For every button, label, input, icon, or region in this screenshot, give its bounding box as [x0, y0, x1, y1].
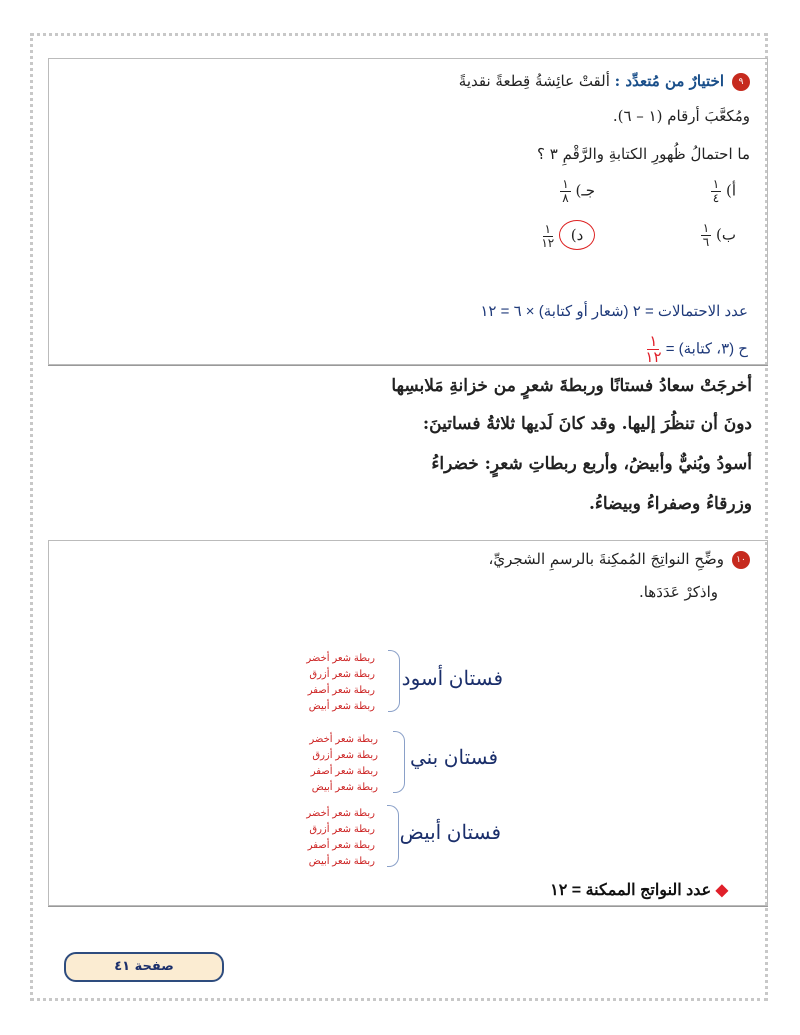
tree-dress: فستان أسود: [401, 668, 503, 690]
tree-ribbons: ربطة شعر أخضر ربطة شعر أزرق ربطة شعر أصفر ربطة شعر أبيض: [306, 808, 375, 867]
tree-dress: فستان بني: [409, 747, 498, 769]
brace: [393, 731, 405, 793]
q9-line2: ومُكعَّبَ أرقام (١ – ٦).: [612, 107, 750, 125]
paragraph-line: أسودُ وبُنيٌّ وأبيضُ، وأربع ربطاتِ شعرٍ: خضراءُ: [431, 454, 752, 474]
q9-question: ما احتمالُ ظُهورِ الكتابةِ والرَّقْمِ ٣ ؟: [537, 145, 750, 163]
answer-line1: عدد الاحتمالات = ٢ (شعار أو كتابة) × ٦ = ١٢: [480, 303, 748, 320]
answer-circle: د): [559, 220, 595, 250]
q9-line1: ٩اختيارٌ من مُتعدِّد : ألقتْ عائِشةُ قِطعةً نقديةً: [459, 72, 750, 91]
total-outcomes: ◆ عدد النواتج الممكنة = ١٢: [550, 882, 728, 899]
tree-ribbons: ربطة شعر أخضر ربطة شعر أزرق ربطة شعر أصفر ربطة شعر أبيض: [306, 653, 375, 712]
option-c[interactable]: جـ) $\frac{١}{٨}$: [562, 177, 595, 205]
option-b[interactable]: ب) $\frac{١}{٦}$: [702, 221, 736, 249]
question-number-badge: ١٠: [732, 551, 750, 569]
tree-ribbons: ربطة شعر أخضر ربطة شعر أزرق ربطة شعر أصفر ربطة شعر أبيض: [309, 734, 378, 793]
question-number-badge: ٩: [732, 73, 750, 91]
answer-line2: ح (٣، كتابة) = $\frac{١}{١٢}$: [645, 333, 748, 366]
paragraph-line: دونَ أن تنظُرَ إليها. وقد كانَ لَديها ثلاثةُ فساتينَ:: [422, 414, 752, 434]
brace: [387, 805, 399, 867]
tree-dress: فستان أبيض: [399, 822, 501, 844]
paragraph-line: أخرجَتْ سعادُ فستانًا وربطةَ شعرٍ من خزانةِ مَلابسِها: [391, 376, 752, 396]
page-number-label: صفحة ٤١: [64, 952, 224, 982]
q10-line1: ١٠وضِّحِ النواتِجَ المُمكِنةَ بالرسمِ الشجريِّ،: [488, 550, 750, 569]
option-d-selected[interactable]: د) $\frac{١}{١٢}$: [541, 220, 595, 250]
paragraph-line: وزرقاءُ وصفراءُ وبيضاءُ.: [588, 494, 752, 514]
q10-line2: واذكرْ عَدَدَها.: [638, 583, 718, 601]
diamond-icon: ◆: [715, 882, 728, 899]
brace: [388, 650, 400, 712]
option-a[interactable]: أ) $\frac{١}{٤}$: [712, 177, 736, 205]
